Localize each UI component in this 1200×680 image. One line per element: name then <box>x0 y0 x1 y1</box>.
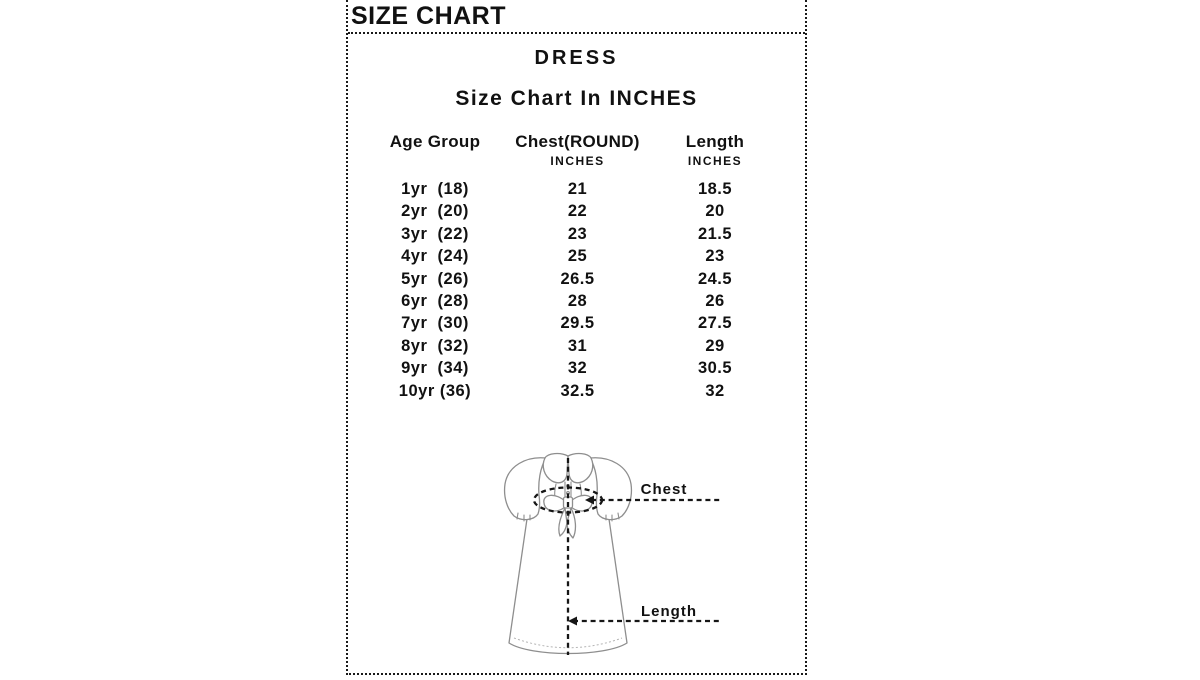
age-cell: 4yr (24) <box>401 247 469 266</box>
chest-cell: 21 <box>567 180 588 198</box>
table-row <box>365 380 780 402</box>
length-cell: 23 <box>705 247 725 266</box>
length-cell: 26 <box>705 291 725 310</box>
table-row <box>365 223 780 245</box>
age-cell: 1yr (18) <box>401 180 469 198</box>
age-cell: 2yr (20) <box>401 202 469 221</box>
chest-cell: 23 <box>567 224 588 243</box>
table-row <box>365 290 780 312</box>
length-cell: 32 <box>705 381 725 400</box>
length-cell: 18.5 <box>697 180 733 198</box>
table-body <box>365 178 780 402</box>
page-title: SIZE CHART <box>351 1 506 30</box>
table-row <box>365 245 780 267</box>
column-unit: INCHES <box>550 154 605 168</box>
age-cell: 10yr (36) <box>398 381 472 400</box>
age-cell: 5yr (26) <box>401 269 469 288</box>
column-label: Length <box>685 132 745 151</box>
chest-cell: 31 <box>567 336 588 355</box>
chart-subtitle: Size Chart In INCHES <box>455 87 698 110</box>
length-cell: 20 <box>705 202 725 221</box>
length-cell: 24.5 <box>697 269 733 288</box>
chest-cell: 32 <box>567 359 588 378</box>
chest-cell: 28 <box>567 291 588 310</box>
length-cell: 30.5 <box>697 359 733 378</box>
age-cell: 7yr (30) <box>401 314 469 333</box>
table-row <box>365 178 780 200</box>
table-row <box>365 200 780 222</box>
table-header-chest <box>505 132 650 169</box>
size-table <box>365 132 780 402</box>
length-cell: 29 <box>705 336 725 355</box>
column-label: Age Group <box>389 132 481 151</box>
chest-cell: 26.5 <box>560 269 595 288</box>
age-cell: 8yr (32) <box>401 336 469 355</box>
table-header-row <box>365 132 780 169</box>
table-header-length <box>650 132 780 169</box>
age-cell: 9yr (34) <box>401 359 469 378</box>
title-bar <box>348 0 805 34</box>
chest-cell: 25 <box>567 247 588 266</box>
size-chart-panel <box>346 0 807 675</box>
length-cell: 27.5 <box>697 314 733 333</box>
length-cell: 21.5 <box>697 224 733 243</box>
column-label: Chest(ROUND) <box>515 132 640 151</box>
age-cell: 6yr (28) <box>401 291 469 310</box>
table-row <box>365 335 780 357</box>
column-unit: INCHES <box>687 154 743 168</box>
chest-cell: 32.5 <box>560 381 595 400</box>
product-name: DRESS <box>534 47 619 69</box>
age-cell: 3yr (22) <box>401 224 469 243</box>
table-header-age <box>365 132 505 169</box>
chest-cell: 29.5 <box>560 314 595 333</box>
table-row <box>365 312 780 334</box>
dress-diagram-svg <box>460 440 760 675</box>
chest-label: Chest <box>640 481 688 498</box>
chest-cell: 22 <box>567 202 588 221</box>
dress-measurement-diagram <box>460 440 760 675</box>
table-row <box>365 357 780 379</box>
table-row <box>365 268 780 290</box>
column-unit <box>365 154 505 169</box>
length-label: Length <box>641 603 697 620</box>
